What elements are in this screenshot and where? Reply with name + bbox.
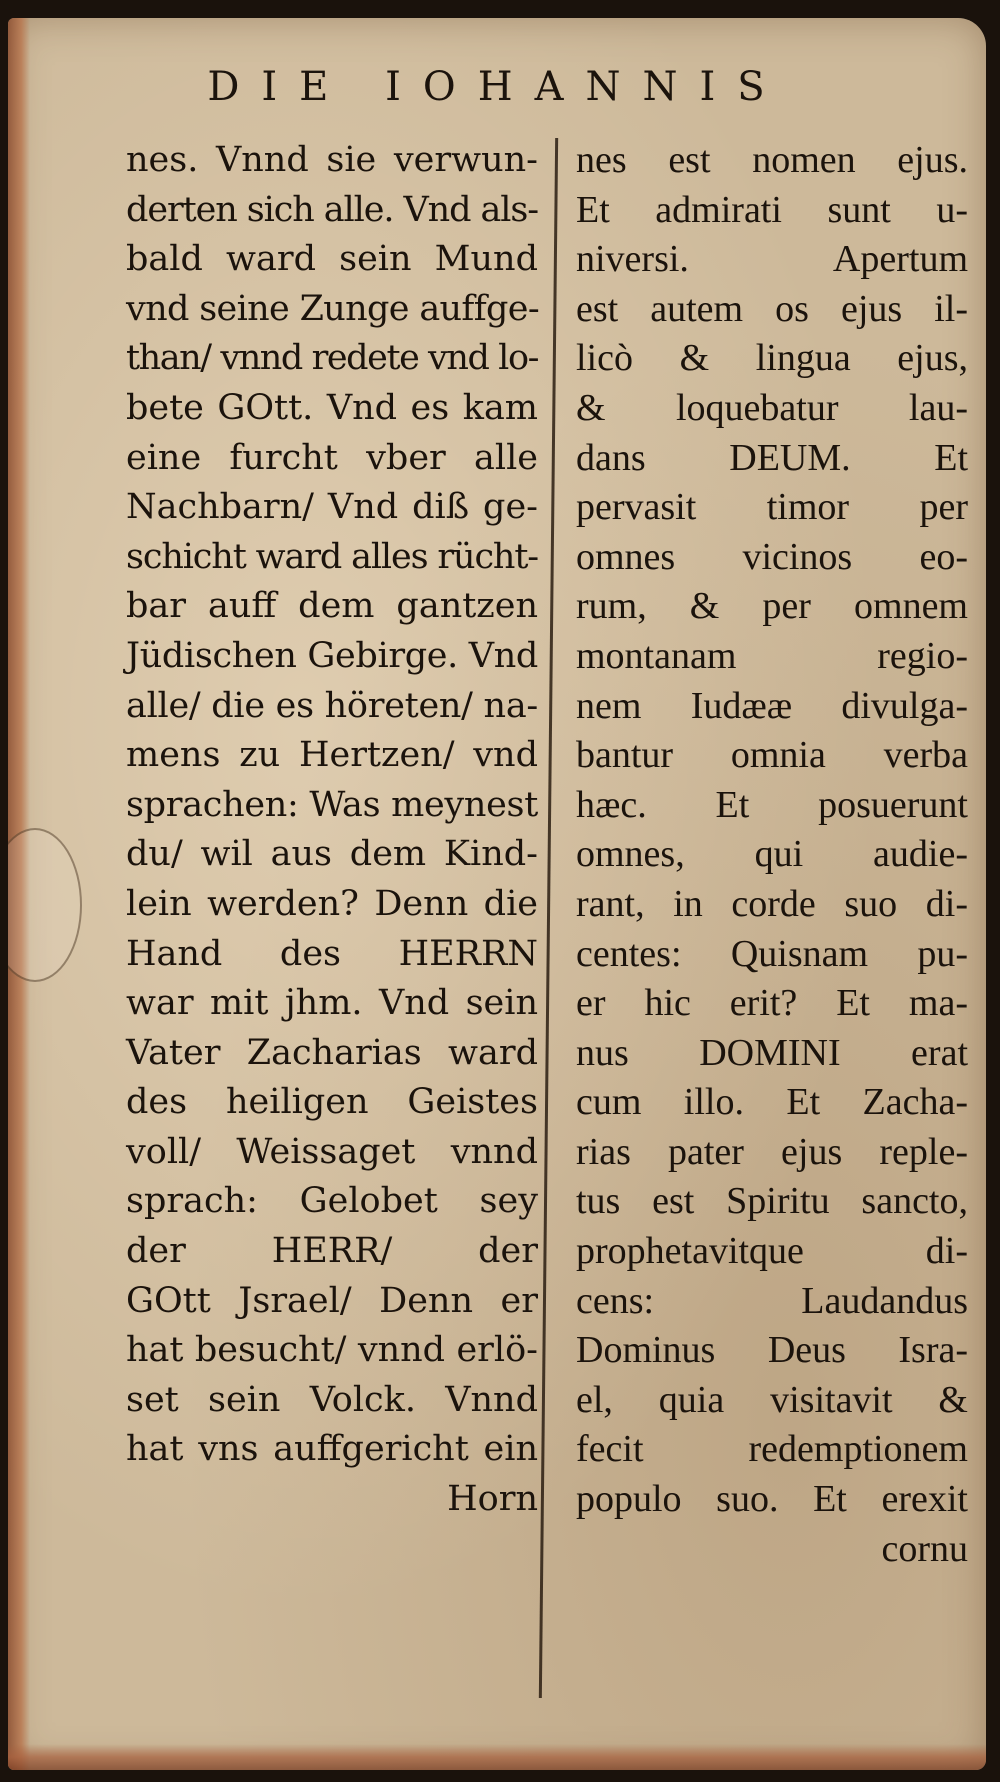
german-text-line: GOtt Jsrael/ Denn er — [126, 1280, 538, 1321]
german-text-line: hat vns auffgericht ein — [126, 1429, 538, 1470]
latin-text-line: prophetavitque di- — [576, 1230, 968, 1273]
german-text-line: war mit jhm. Vnd sein — [126, 983, 538, 1024]
german-text-line: eine furcht vber alle — [126, 437, 538, 478]
page-edge-bottom — [8, 1744, 986, 1770]
german-text-line: des heiligen Geistes — [126, 1082, 538, 1123]
latin-text-line: centes: Quisnam pu- — [576, 932, 968, 975]
running-head: DIE IOHANNIS — [207, 64, 787, 110]
thumb-index-tab — [8, 828, 82, 982]
latin-text-line: populo suo. Et erexit — [576, 1478, 968, 1521]
german-text-line: lein werden? Denn die — [126, 883, 538, 924]
german-text-line: hat besucht/ vnnd erlö- — [126, 1330, 538, 1371]
german-text-line: Hand des HERRN — [126, 933, 538, 974]
german-text-line: Vater Zacharias ward — [126, 1032, 538, 1073]
latin-text-line: nem Iudææ divulga- — [576, 684, 968, 727]
german-text-line: derten sich alle. Vnd als- — [126, 189, 538, 230]
german-text-line: du/ wil aus dem Kind- — [126, 834, 538, 875]
latin-text-line: dans DEUM. Et — [576, 436, 968, 479]
latin-text-line: cens: Laudandus — [576, 1279, 968, 1322]
german-text-line: schicht ward alles rücht- — [126, 536, 538, 577]
latin-text-line: montanam regio- — [576, 634, 968, 677]
german-text-line: set sein Volck. Vnnd — [126, 1379, 538, 1420]
german-text-line: alle/ die es höreten/ na- — [126, 685, 538, 726]
latin-text-line: cum illo. Et Zacha- — [576, 1081, 968, 1124]
latin-text-line: Dominus Deus Isra- — [576, 1329, 968, 1372]
latin-text-line: niversi. Apertum — [576, 238, 968, 281]
latin-text-line: nus DOMINI erat — [576, 1031, 968, 1074]
latin-text-line: omnes vicinos eo- — [576, 535, 968, 578]
latin-text-line: est autem os ejus il- — [576, 287, 968, 330]
german-text-line: der HERR/ der — [126, 1231, 538, 1272]
german-text-line: Jüdischen Gebirge. Vnd — [126, 635, 538, 676]
latin-text-line: & loquebatur lau- — [576, 386, 968, 429]
latin-text-line: tus est Spiritu sancto, — [576, 1180, 968, 1223]
book-page — [8, 18, 986, 1770]
latin-text-line: bantur omnia verba — [576, 734, 968, 777]
german-text-line: vnd seine Zunge auffge- — [126, 288, 540, 329]
german-text-line: bete GOtt. Vnd es kam — [126, 387, 538, 428]
latin-text-line: omnes, qui audie- — [576, 833, 968, 876]
german-text-line: voll/ Weissaget vnnd — [126, 1131, 538, 1172]
column-rule — [539, 138, 558, 1698]
german-text-line: mens zu Hertzen/ vnd — [126, 735, 538, 776]
german-text-line: sprachen: Was meynest — [126, 784, 538, 825]
german-text-line: nes. Vnnd sie verwun- — [126, 140, 538, 180]
german-text-line: Nachbarn/ Vnd diß ge- — [126, 487, 538, 528]
german-text-line: than/ vnnd redete vnd lo- — [126, 338, 538, 379]
german-text-line: bald ward sein Mund — [126, 239, 538, 280]
german-text-column — [126, 136, 538, 1525]
latin-text-line: rant, in corde suo di- — [576, 882, 968, 925]
latin-text-column — [576, 136, 968, 1574]
latin-text-line: el, quia visitavit & — [576, 1378, 968, 1421]
latin-text-line: rias pater ejus reple- — [576, 1130, 968, 1173]
latin-text-line: er hic erit? Et ma- — [576, 982, 968, 1025]
latin-text-line: licò & lingua ejus, — [576, 337, 968, 380]
latin-text-line: rum, & per omnem — [576, 585, 968, 628]
german-text-line: bar auff dem gantzen — [126, 586, 538, 627]
latin-text-line: hæc. Et posuerunt — [576, 783, 968, 826]
latin-text-line: fecit redemptionem — [576, 1428, 968, 1471]
latin-text-line: cornu — [881, 1527, 968, 1570]
latin-text-line: pervasit timor per — [576, 486, 968, 529]
german-text-line: sprach: Gelobet sey — [126, 1181, 538, 1222]
latin-text-line: nes est nomen ejus. — [576, 139, 968, 181]
latin-text-line: Et admirati sunt u- — [576, 188, 968, 231]
german-text-line: Horn — [447, 1479, 538, 1520]
